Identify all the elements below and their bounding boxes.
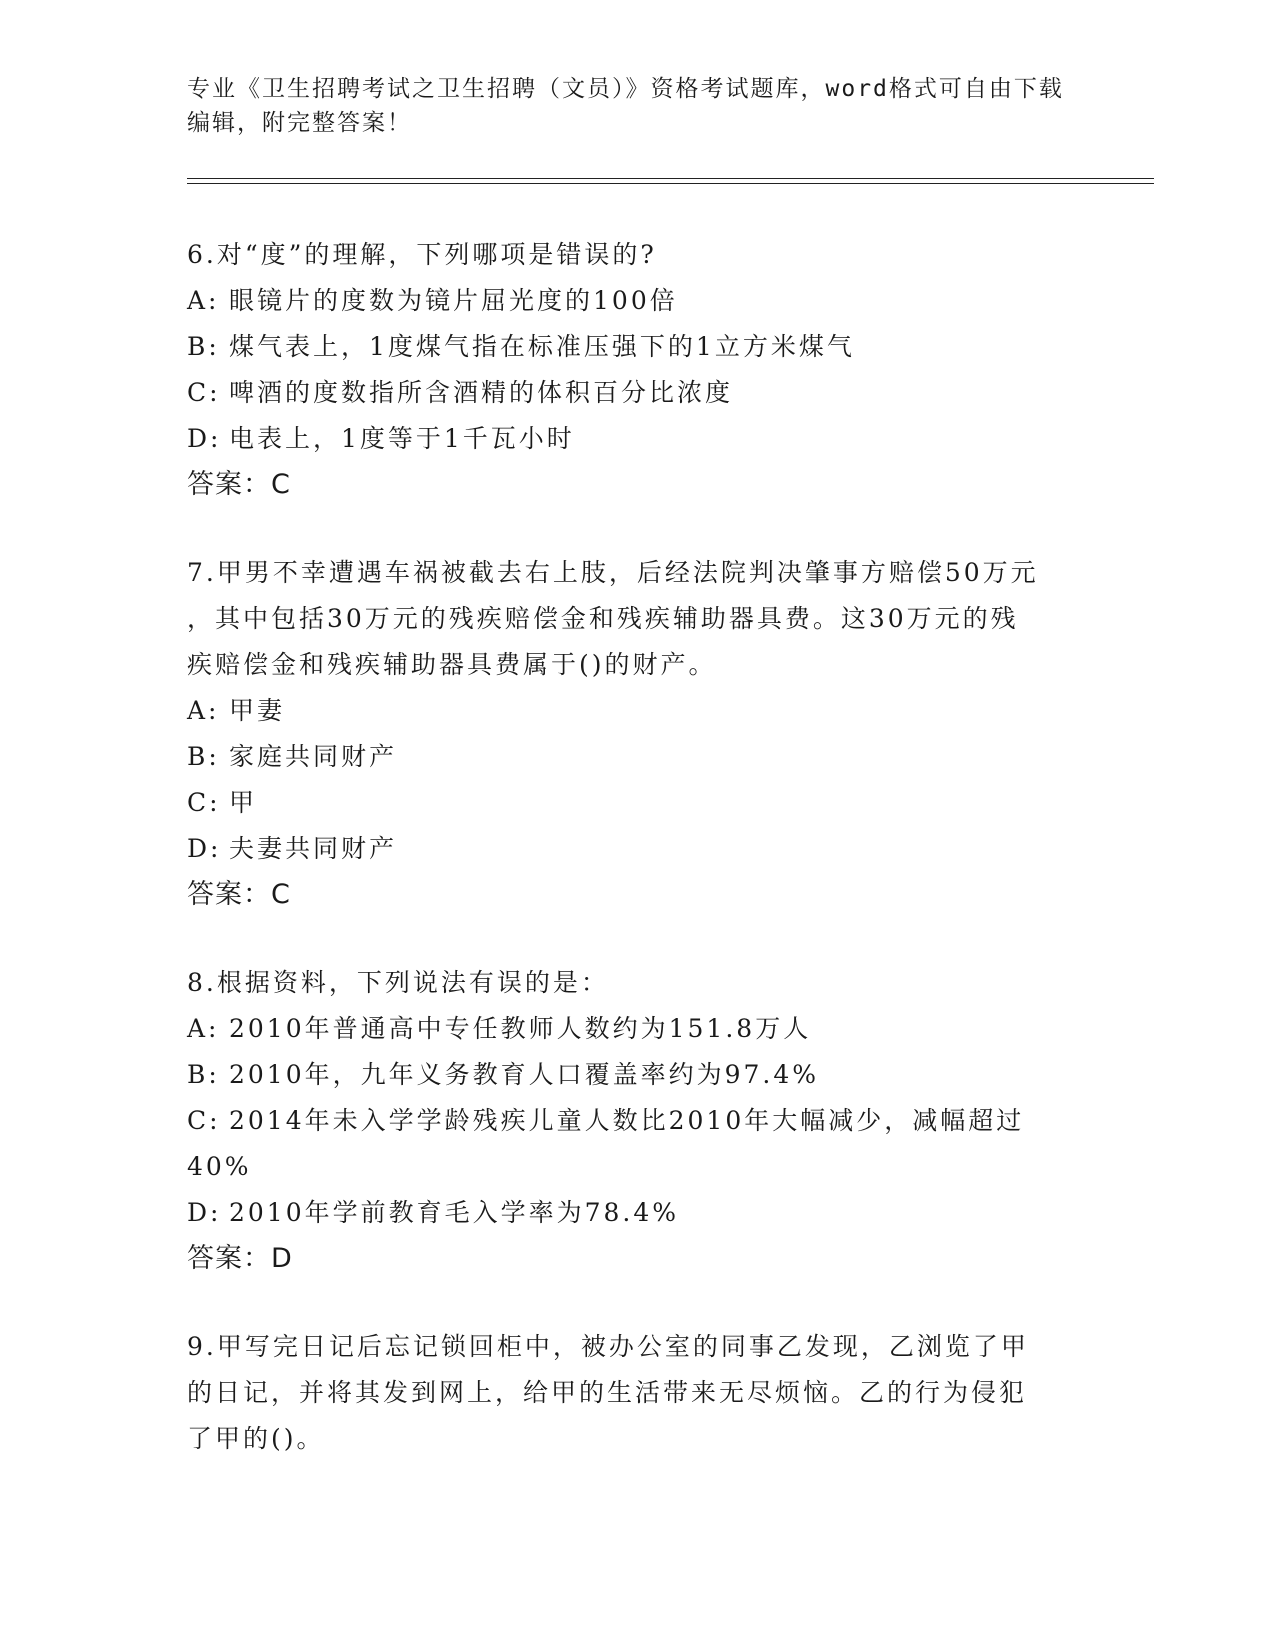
- option-text: 家庭共同财产: [229, 742, 398, 771]
- option-text: 2010年学前教育毛入学率为78.4%: [229, 1198, 680, 1227]
- option-text: 煤气表上，1度煤气指在标准压强下的1立方米煤气: [229, 332, 855, 361]
- question-stem-line-1: 7.甲男不幸遭遇车祸被截去右上肢，后经法院判决肇事方赔偿50万元: [187, 558, 1039, 587]
- option-b: [187, 734, 1087, 780]
- option-letter: B:: [187, 742, 220, 771]
- option-b: [187, 1052, 1087, 1098]
- option-letter: A:: [187, 1014, 220, 1043]
- answer: 答案：D: [187, 1243, 293, 1274]
- answer: 答案：C: [187, 879, 291, 910]
- option-c: [187, 370, 1087, 416]
- document-header: [187, 72, 1087, 140]
- option-text: 甲: [229, 788, 258, 817]
- question-9: [187, 1324, 1087, 1462]
- option-letter: A:: [187, 696, 220, 725]
- answer: 答案：C: [187, 469, 291, 500]
- option-text: 夫妻共同财产: [229, 834, 398, 863]
- question-stem-line-3: 疾赔偿金和残疾辅助器具费属于()的财产。: [187, 650, 717, 679]
- question-stem: 6.对“度”的理解，下列哪项是错误的?: [187, 240, 657, 269]
- question-stem: 8.根据资料，下列说法有误的是：: [187, 968, 609, 997]
- question-stem-line-2: 的日记，并将其发到网上，给甲的生活带来无尽烦恼。乙的行为侵犯: [187, 1378, 1028, 1407]
- option-a: [187, 278, 1087, 324]
- option-c: [187, 1098, 1087, 1144]
- option-text: 2010年普通高中专任教师人数约为151.8万人: [229, 1014, 812, 1043]
- option-text: 电表上，1度等于1千瓦小时: [229, 424, 575, 453]
- option-text: 2010年，九年义务教育人口覆盖率约为97.4%: [229, 1060, 820, 1089]
- header-divider-top: [187, 178, 1154, 179]
- option-letter: C:: [187, 378, 221, 407]
- option-letter: B:: [187, 332, 220, 361]
- question-6: [187, 232, 1087, 508]
- question-stem-line-1: 9.甲写完日记后忘记锁回柜中，被办公室的同事乙发现，乙浏览了甲: [187, 1332, 1029, 1361]
- option-letter: D:: [187, 1198, 222, 1227]
- option-text: 眼镜片的度数为镜片屈光度的100倍: [229, 286, 678, 315]
- option-a: [187, 1006, 1087, 1052]
- option-text: 甲妻: [229, 696, 286, 725]
- option-d: [187, 1190, 1087, 1236]
- option-letter: B:: [187, 1060, 220, 1089]
- option-letter: A:: [187, 286, 220, 315]
- header-line-1: 专业《卫生招聘考试之卫生招聘（文员）》资格考试题库，word格式可自由下载: [187, 76, 1064, 102]
- option-letter: D:: [187, 834, 222, 863]
- option-d: [187, 826, 1087, 872]
- option-a: [187, 688, 1087, 734]
- option-b: [187, 324, 1087, 370]
- header-divider-bottom: [187, 183, 1154, 184]
- option-letter: C:: [187, 1106, 221, 1135]
- option-c-continuation: 40%: [187, 1152, 252, 1181]
- option-letter: D:: [187, 424, 222, 453]
- question-stem-line-2: ，其中包括30万元的残疾赔偿金和残疾辅助器具费。这30万元的残: [187, 604, 1019, 633]
- header-line-2: 编辑，附完整答案！: [187, 110, 412, 136]
- question-stem-line-3: 了甲的()。: [187, 1424, 325, 1453]
- question-8: [187, 960, 1087, 1282]
- question-list: [187, 232, 1087, 1504]
- question-7: [187, 550, 1087, 918]
- option-letter: C:: [187, 788, 221, 817]
- option-c: [187, 780, 1087, 826]
- option-text: 2014年未入学学龄残疾儿童人数比2010年大幅减少，减幅超过: [229, 1106, 1025, 1135]
- option-d: [187, 416, 1087, 462]
- option-text: 啤酒的度数指所含酒精的体积百分比浓度: [229, 378, 734, 407]
